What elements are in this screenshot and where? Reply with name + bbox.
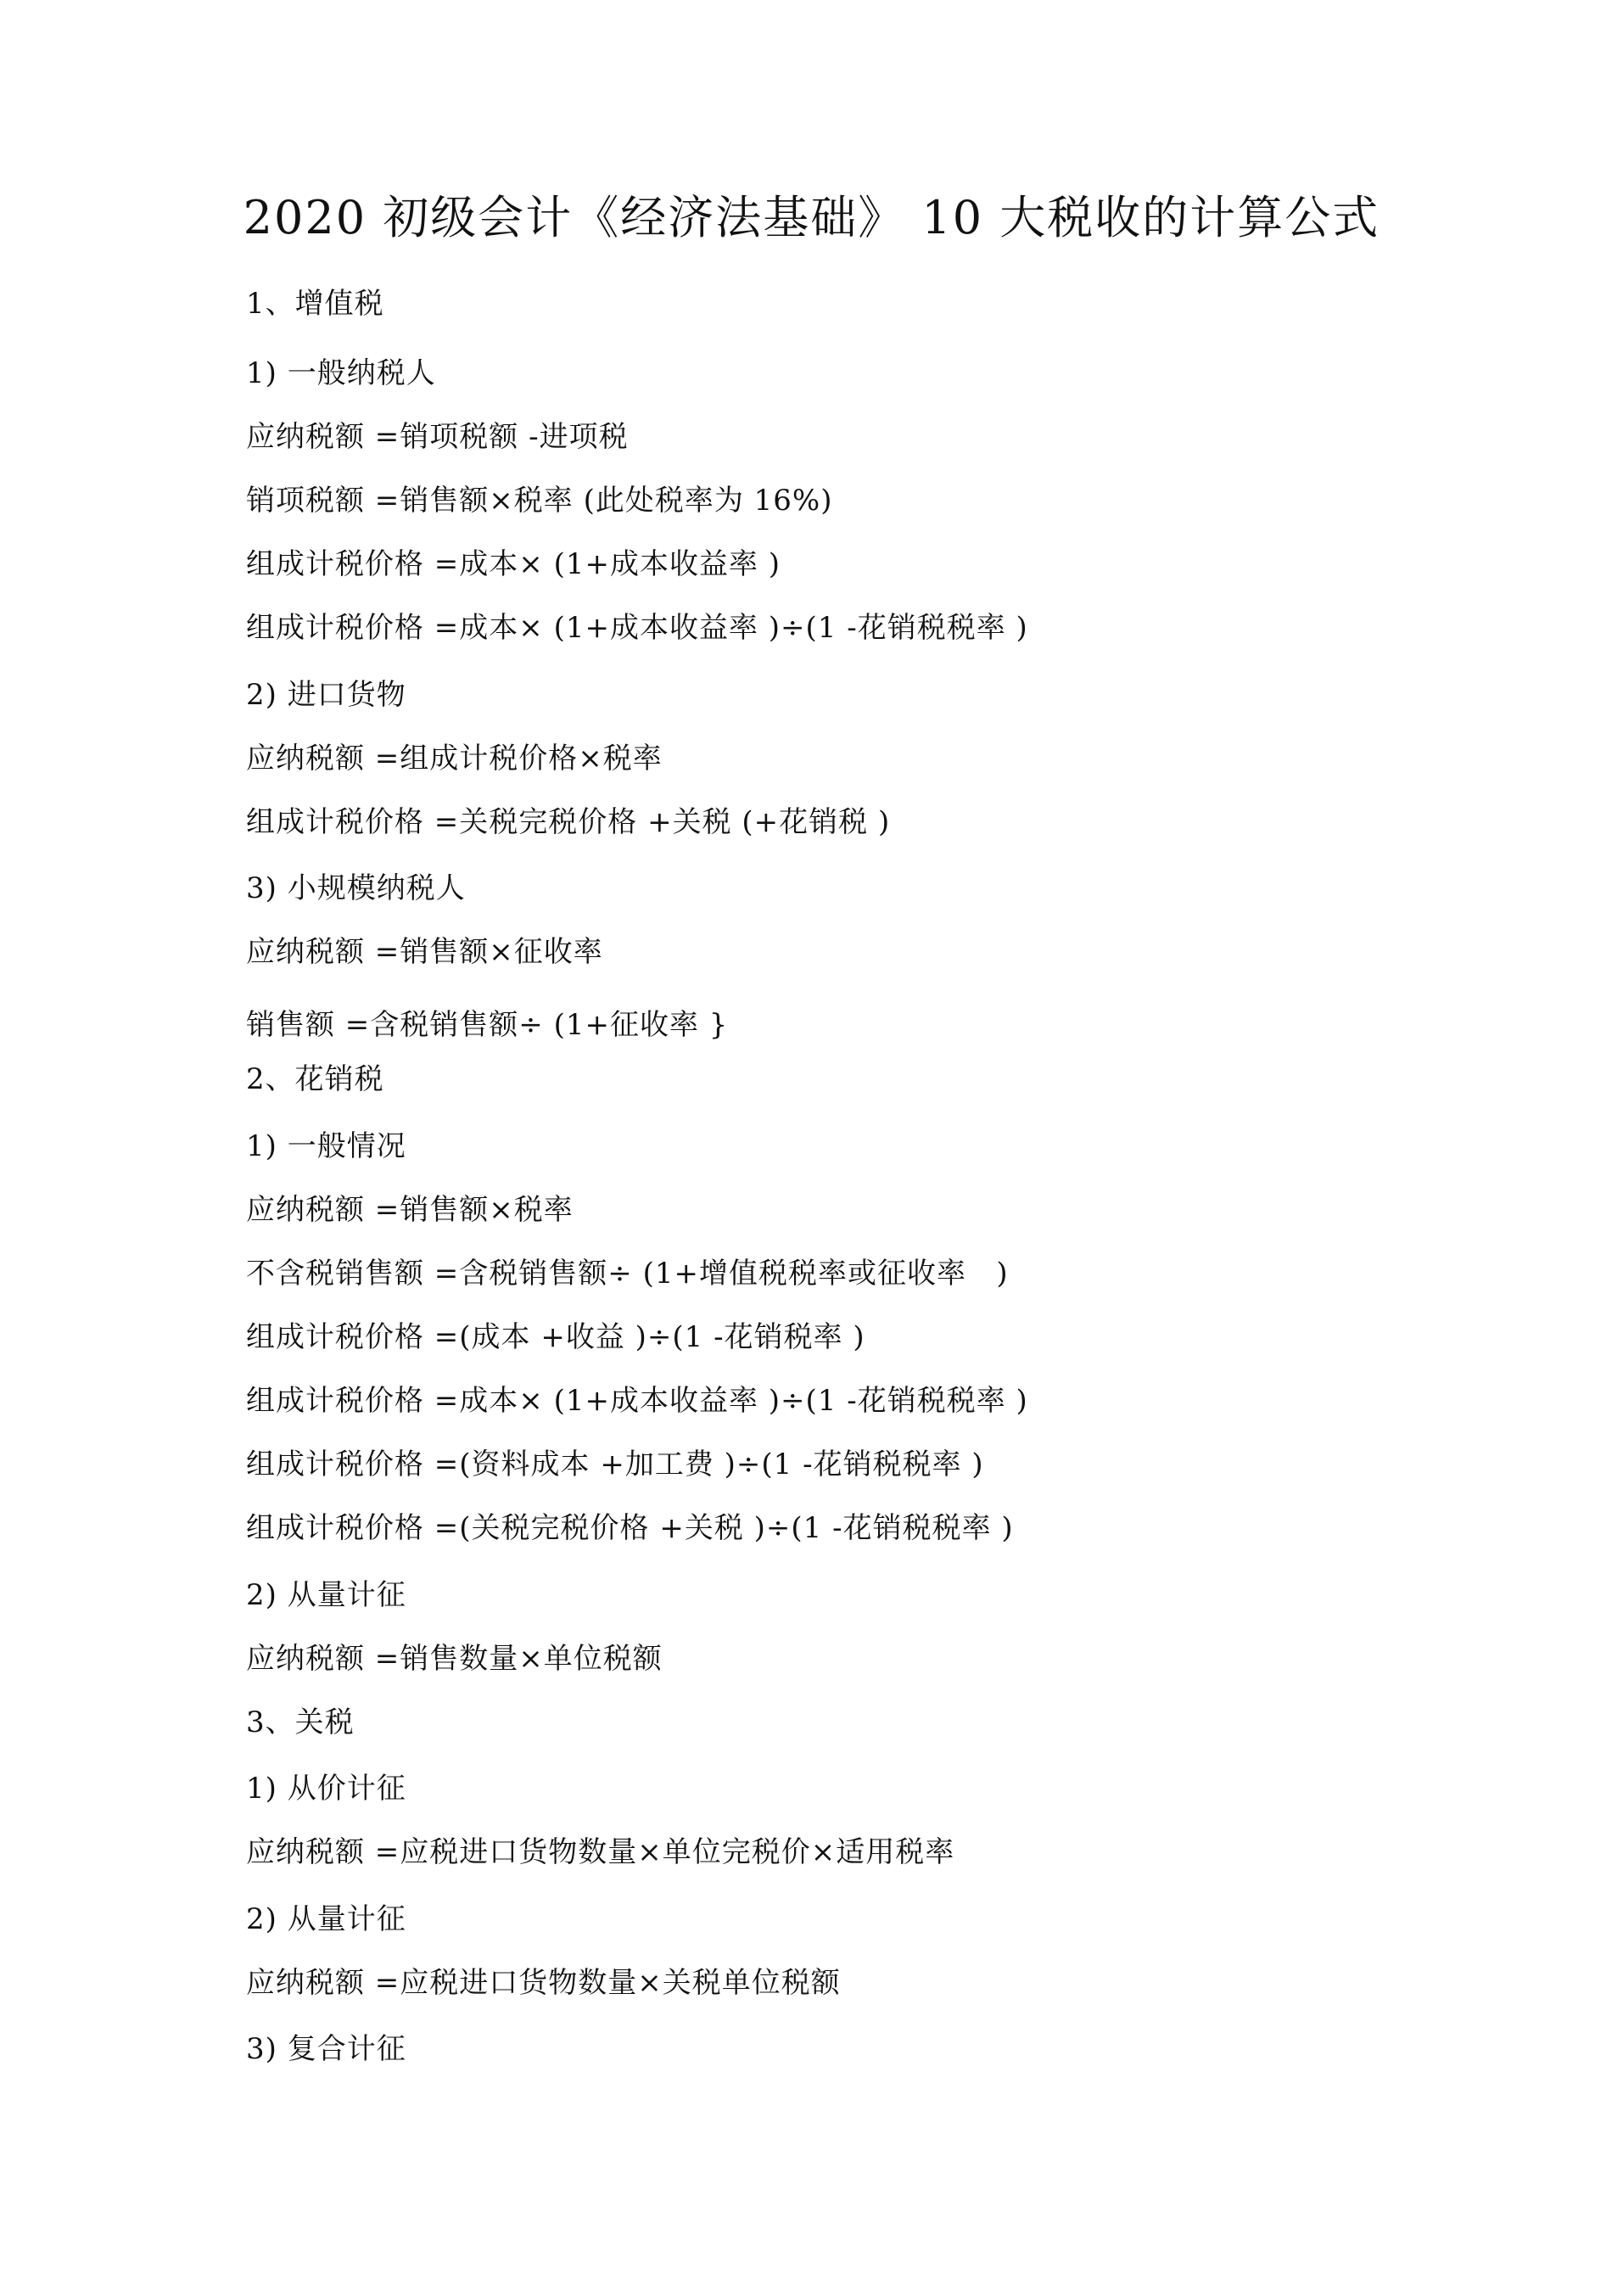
formula-line: 应纳税额 =应税进口货物数量×关税单位税额 [246, 1966, 841, 2000]
formula-line: 应纳税额 =销项税额 -进项税 [246, 420, 629, 454]
subheading: 1) 一般情况 [246, 1129, 406, 1163]
page-title: 2020 初级会计《经济法基础》 10 大税收的计算公式 [243, 191, 1380, 244]
formula-line: 销项税额 =销售额×税率 (此处税率为 16%) [246, 484, 833, 518]
subheading: 2) 进口货物 [246, 678, 406, 712]
subheading: 2) 从量计征 [246, 1902, 406, 1936]
formula-line: 不含税销售额 =含税销售额÷ (1+增值税税率或征收率 ) [246, 1257, 1009, 1291]
formula-line: 销售额 =含税销售额÷ (1+征收率 } [246, 1008, 729, 1042]
subheading: 1) 从价计征 [246, 1772, 406, 1806]
subheading: 3) 复合计征 [246, 2032, 406, 2066]
formula-line: 应纳税额 =销售额×征收率 [246, 935, 603, 969]
section-heading-customs-duty: 3、关税 [246, 1705, 355, 1739]
section-heading-consumption-tax: 2、花销税 [246, 1062, 384, 1096]
formula-line: 组成计税价格 =成本× (1+成本收益率 )÷(1 -花销税税率 ) [246, 611, 1028, 645]
formula-line: 应纳税额 =组成计税价格×税率 [246, 742, 663, 776]
subheading: 3) 小规模纳税人 [246, 871, 466, 905]
formula-line: 应纳税额 =销售数量×单位税额 [246, 1642, 663, 1676]
subheading: 1) 一般纳税人 [246, 356, 436, 390]
formula-line: 组成计税价格 =(资料成本 +加工费 )÷(1 -花销税税率 ) [246, 1448, 984, 1481]
formula-line: 组成计税价格 =成本× (1+成本收益率 ) [246, 547, 781, 581]
formula-line: 组成计税价格 =(成本 +收益 )÷(1 -花销税率 ) [246, 1320, 865, 1354]
formula-line: 组成计税价格 =关税完税价格 +关税 (+花销税 ) [246, 805, 891, 839]
formula-line: 应纳税额 =应税进口货物数量×单位完税价×适用税率 [246, 1835, 955, 1869]
formula-line: 组成计税价格 =(关税完税价格 +关税 )÷(1 -花销税税率 ) [246, 1511, 1014, 1545]
formula-line: 应纳税额 =销售额×税率 [246, 1193, 574, 1227]
formula-line: 组成计税价格 =成本× (1+成本收益率 )÷(1 -花销税税率 ) [246, 1384, 1028, 1418]
section-heading-vat: 1、增值税 [246, 287, 384, 321]
subheading: 2) 从量计征 [246, 1578, 406, 1612]
